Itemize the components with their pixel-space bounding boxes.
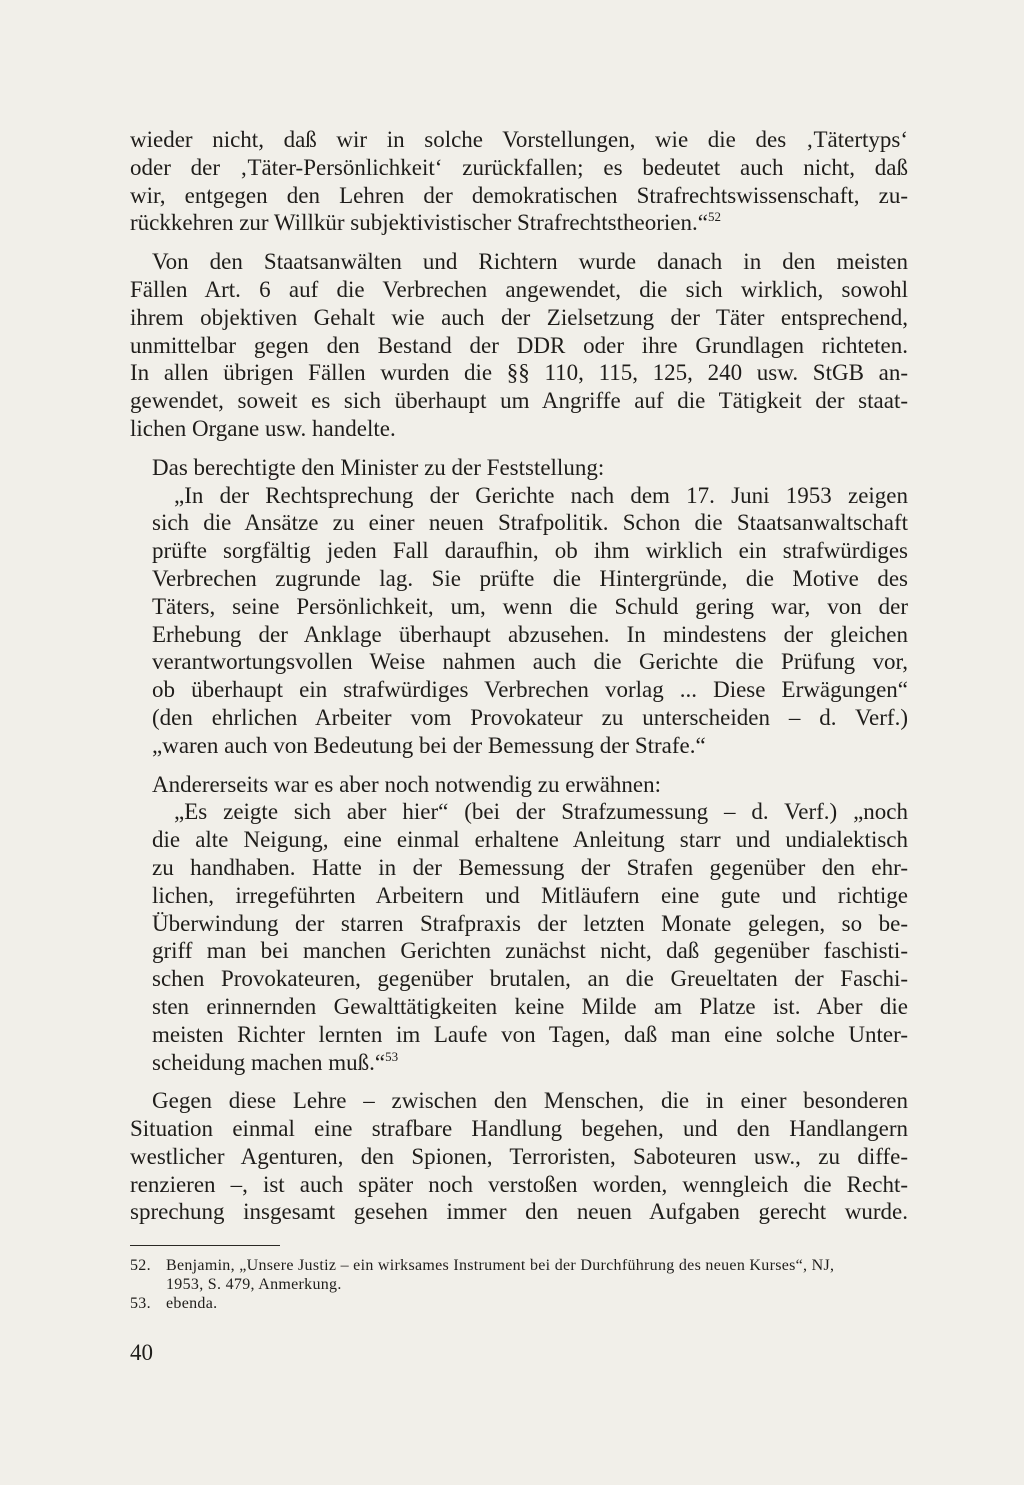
text-line: Fällen Art. 6 auf die Verbrechen angewendet, die sich wirklich, sowohl bbox=[130, 276, 908, 302]
text-line: zu handhaben. Hatte in der Bemessung der Strafen gegenüber den ehr- bbox=[152, 854, 908, 880]
footnote-ref-53[interactable]: 53 bbox=[385, 1048, 399, 1064]
footnote-53 bbox=[130, 1294, 910, 1313]
text-line: prüfte sorgfältig jeden Fall daraufhin, ob ihm wirklich ein strafwürdiges bbox=[152, 538, 908, 564]
text-line: renzieren –, ist auch später noch verstoßen worden, wenngleich die Recht- bbox=[130, 1171, 908, 1197]
text-line: oder der ‚Täter-Persönlichkeit‘ zurückfallen; es bedeutet auch nicht, daß bbox=[130, 154, 908, 180]
text-line: wieder nicht, daß wir in solche Vorstellungen, wie die des ‚Tätertyps‘ bbox=[130, 127, 908, 152]
footnote-text bbox=[166, 1294, 910, 1313]
text-line: verantwortungsvollen Weise nahmen auch die Gerichte die Prüfung vor, bbox=[152, 649, 908, 675]
footnote-separator bbox=[130, 1245, 280, 1246]
text-line: sprechung insgesamt gesehen immer den neuen Aufgaben gerecht wurde. bbox=[130, 1199, 908, 1225]
paragraph-gegen-diese-lehre bbox=[130, 1087, 908, 1226]
text-line: meisten Richter lernten im Laufe von Tagen, daß man eine solche Unter- bbox=[152, 1021, 908, 1047]
text-line: Täters, seine Persönlichkeit, um, wenn die Schuld gering war, von der bbox=[152, 593, 908, 619]
footnotes bbox=[130, 1256, 910, 1313]
text-line: Von den Staatsanwälten und Richtern wurde danach in den meisten bbox=[152, 249, 908, 275]
text-line: westlicher Agenturen, den Spionen, Terroristen, Saboteuren usw., zu diffe- bbox=[130, 1143, 908, 1169]
body-text bbox=[130, 126, 908, 1226]
text-line: Erhebung der Anklage überhaupt abzusehen. In mindestens der gleichen bbox=[152, 621, 908, 647]
text-line: die alte Neigung, eine einmal erhaltene Anleitung starr und undialektisch bbox=[152, 827, 908, 853]
paragraph-staatsanwaelte bbox=[130, 248, 908, 443]
text-line: ihrem objektiven Gehalt wie auch der Zielsetzung der Täter entsprechend, bbox=[130, 304, 908, 330]
text-line-with-footnote bbox=[130, 209, 908, 237]
text-line: ob überhaupt ein strafwürdiges Verbrechen vorlag ... Diese Erwägungen“ bbox=[152, 677, 908, 703]
text-line-with-footnote bbox=[130, 1049, 908, 1077]
footnote-ref-52[interactable]: 52 bbox=[707, 209, 721, 225]
page-number: 40 bbox=[130, 1340, 153, 1365]
footnote-number: 53. bbox=[130, 1295, 151, 1312]
text-line: „waren auch von Bedeutung bei der Bemessung der Strafe.“ bbox=[152, 732, 706, 758]
footnote-text bbox=[166, 1256, 910, 1294]
text-line: „In der Rechtsprechung der Gerichte nach dem 17. Juni 1953 zeigen bbox=[174, 482, 908, 508]
paragraph-andererseits bbox=[130, 771, 908, 799]
footnote-number: 52. bbox=[130, 1257, 151, 1274]
paragraph-quote-continuation bbox=[130, 126, 908, 237]
text-line: sten erinnernden Gewalttätigkeiten keine Milde am Platze ist. Aber die bbox=[152, 993, 908, 1019]
text-line: rückkehren zur Willkür subjektivistischer Strafrechtstheorien.“ bbox=[130, 210, 708, 236]
text-line: Das berechtigte den Minister zu der Feststellung: bbox=[152, 454, 605, 480]
footnote-line: ebenda. bbox=[166, 1295, 218, 1312]
text-line: Situation einmal eine strafbare Handlung begehen, und den Handlangern bbox=[130, 1116, 908, 1142]
text-line: Andererseits war es aber noch notwendig zu erwähnen: bbox=[152, 771, 661, 797]
footnote-line: Benjamin, „Unsere Justiz – ein wirksames Instrument bei der Durchführung des neuen Kurses“, NJ, bbox=[166, 1257, 835, 1274]
text-line: „Es zeigte sich aber hier“ (bei der Strafzumessung – d. Verf.) „noch bbox=[174, 799, 908, 825]
text-line: schen Provokateuren, gegenüber brutalen, an die Greueltaten der Faschi- bbox=[152, 966, 908, 992]
text-line: lichen, irregeführten Arbeitern und Mitläufern eine gute und richtige bbox=[152, 882, 908, 908]
quote-strafzumessung bbox=[130, 798, 908, 1076]
text-line: unmittelbar gegen den Bestand der DDR oder ihre Grundlagen richteten. bbox=[130, 332, 908, 358]
footnote-line: 1953, S. 479, Anmerkung. bbox=[166, 1276, 342, 1293]
footnote-52 bbox=[130, 1256, 910, 1294]
paragraph-minister-intro bbox=[130, 454, 908, 482]
text-line: griff man bei manchen Gerichten zunächst nicht, daß gegenüber faschisti- bbox=[152, 938, 908, 964]
text-line: sich die Ansätze zu einer neuen Strafpolitik. Schon die Staatsanwaltschaft bbox=[152, 510, 908, 536]
quote-minister bbox=[130, 482, 908, 760]
text-line: Verbrechen zugrunde lag. Sie prüfte die Hintergründe, die Motive des bbox=[152, 565, 908, 591]
text-line: Gegen diese Lehre – zwischen den Menschen, die in einer besonderen bbox=[152, 1088, 908, 1114]
text-line: gewendet, soweit es sich überhaupt um Angriffe auf die Tätigkeit der staat- bbox=[130, 388, 908, 414]
text-line: In allen übrigen Fällen wurden die §§ 110, 115, 125, 240 usw. StGB an- bbox=[130, 360, 908, 386]
text-line: (den ehrlichen Arbeiter vom Provokateur zu unterscheiden – d. Verf.) bbox=[152, 704, 908, 730]
text-line: scheidung machen muß.“ bbox=[152, 1049, 386, 1075]
text-line: wir, entgegen den Lehren der demokratischen Strafrechtswissenschaft, zu- bbox=[130, 182, 908, 208]
text-line: Überwindung der starren Strafpraxis der letzten Monate gelegen, so be- bbox=[152, 910, 908, 936]
text-line: lichen Organe usw. handelte. bbox=[130, 415, 396, 441]
